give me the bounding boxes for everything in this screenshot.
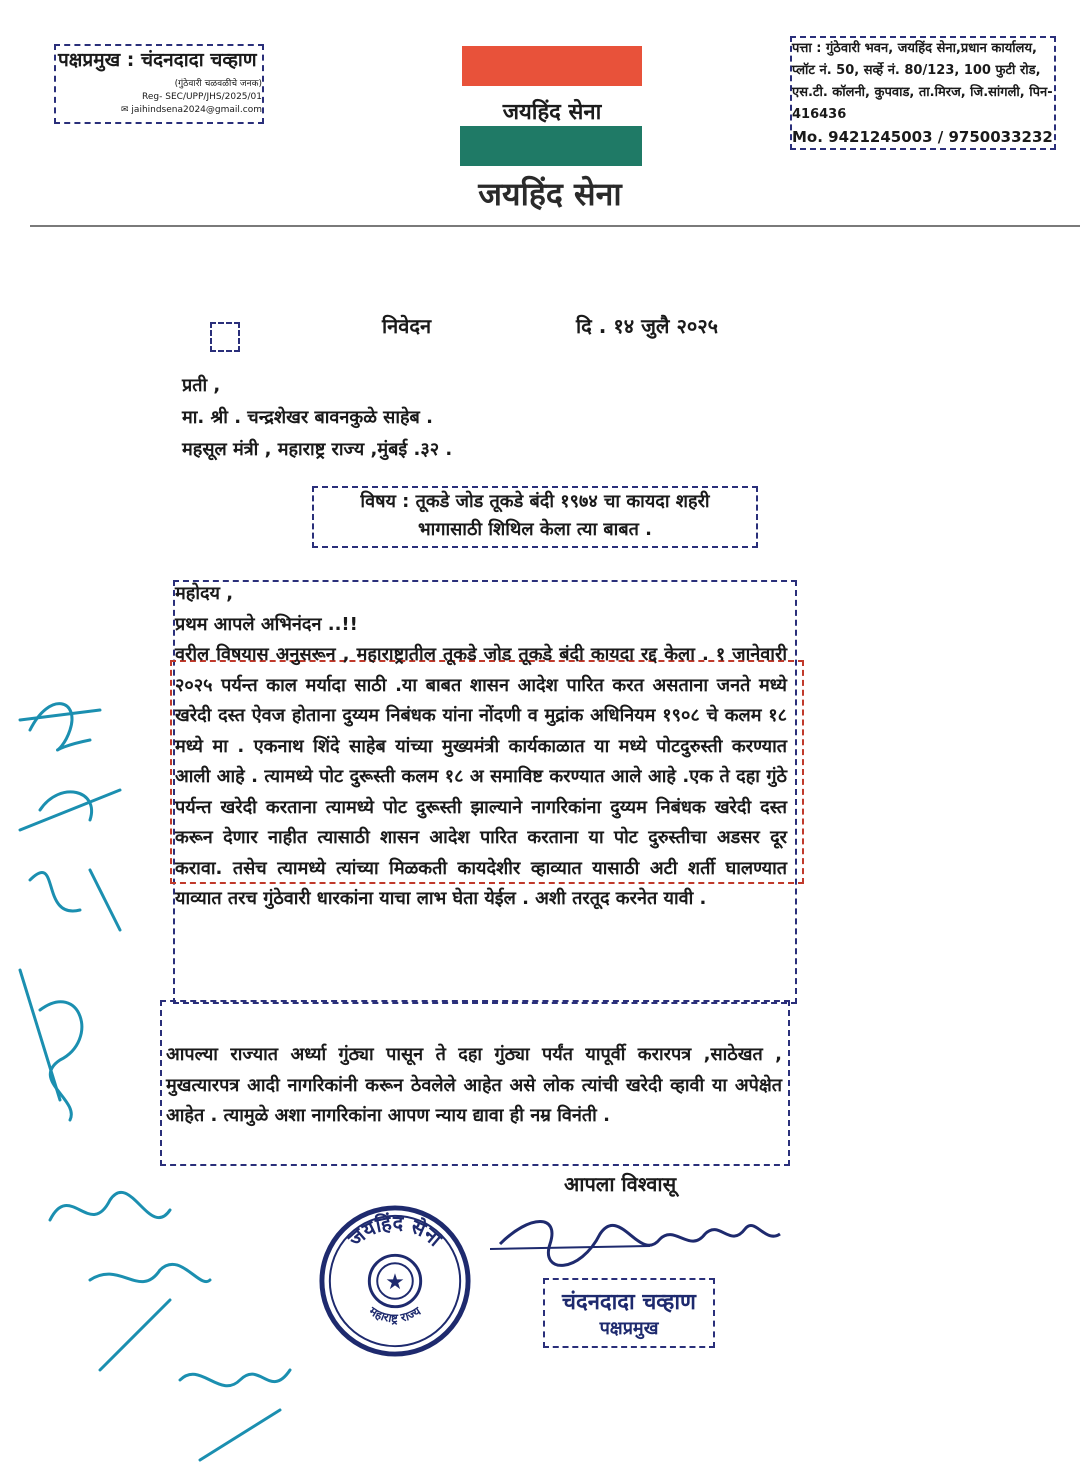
salutation: महोदय , bbox=[175, 583, 234, 604]
letter-title: निवेदन bbox=[382, 314, 432, 338]
header-left-box bbox=[54, 44, 264, 124]
signatory-box bbox=[543, 1278, 715, 1348]
seal-text-top: जयहिंद सेना bbox=[343, 1211, 447, 1252]
star-icon: ★ bbox=[385, 1269, 405, 1295]
mobile-numbers: Mo. 9421245003 / 9750033232 bbox=[792, 128, 1053, 146]
addressee bbox=[182, 370, 452, 466]
subject-line-2: भागासाठी शिथिल केला त्या बाबत . bbox=[418, 519, 652, 540]
logo-green-bar bbox=[460, 126, 642, 166]
header-divider bbox=[30, 225, 1080, 227]
logo-text-top: जयहिंद सेना bbox=[502, 100, 602, 125]
party-seal bbox=[316, 1202, 474, 1360]
letter-date: दि . १४ जुलै २०२५ bbox=[576, 314, 719, 338]
logo-red-bar bbox=[462, 46, 642, 86]
closing-phrase: आपला विश्वासू bbox=[564, 1172, 677, 1196]
greeting: प्रथम आपले अभिनंदन ..!! bbox=[175, 613, 358, 635]
handwritten-margin-notes bbox=[0, 680, 300, 1467]
seal-text-bottom: महाराष्ट्र राज्य bbox=[366, 1303, 424, 1326]
paragraph-2: आपल्या राज्यात अर्ध्या गुंठ्या पासून ते दहा गुंठ्या पर्यंत यापूर्वी करारपत्र ,साठेखत , मुखत्यारपत्र आदी नागरिकांनी करून ठेवलेले आहेत असे लोक त्यांची खरेदी व्हावी या अपेक्षेत आहेत . त्यामुळे अशा नागरिकांना आपण न्याय द्यावा ही नम्र विनंती . bbox=[166, 1044, 782, 1126]
addressee-line-2: मा. श्री . चन्द्रशेखर बावनकुळे साहेब . bbox=[182, 407, 433, 428]
subject-line-1: विषय : तूकडे जोड तूकडे बंदी १९७४ चा कायदा शहरी bbox=[360, 491, 710, 512]
addressee-line-1: प्रती , bbox=[182, 375, 221, 396]
email-address: ✉ jaihindsena2024@gmail.com bbox=[121, 105, 262, 115]
logo-text-bottom: जयहिंद सेना bbox=[478, 175, 622, 213]
header-right-box bbox=[790, 36, 1056, 150]
signatory-name: चंदनदादा चव्हाण bbox=[562, 1290, 696, 1315]
mail-icon: ✉ bbox=[121, 105, 129, 115]
addressee-line-3: महसूल मंत्री , महाराष्ट्र राज्य ,मुंबई .३२ . bbox=[182, 439, 453, 460]
tick-mark-box bbox=[210, 322, 240, 352]
signature bbox=[490, 1204, 790, 1284]
party-chief: पक्षप्रमुख : चंदनदादा चव्हाण bbox=[58, 49, 257, 71]
office-address: पत्ता : गुंठेवारी भवन, जयहिंद सेना,प्रधान कार्यालय, प्लॉट नं. 50, सर्व्हे नं. 80/123, 100 फुटी रोड, एस.टी. कॉलनी, कुपवाड, ता.मिरज, जि.सांगली, पिन- 416436 bbox=[792, 41, 1053, 122]
signatory-role: पक्षप्रमुख bbox=[599, 1318, 659, 1339]
party-tagline: (गुंठेवारी चळवळीचे जनक) bbox=[174, 79, 262, 89]
paragraph-1: वरील विषयास अनुसरून , महाराष्ट्रातील तूकडे जोड तूकडे बंदी कायदा रद्द केला . १ जानेवारी २०२५ पर्यन्त काल मर्यादा साठी .या बाबत शासन आदेश पारित करत असताना जनते मध्ये खरेदी दस्त ऐवज होताना दुय्यम निबंधक यांना नोंदणी व मुद्रांक अधिनियम १९०८ चे कलम १८ मध्ये मा . एकनाथ शिंदे साहेब यांच्या मुख्यमंत्री कार्यकाळात या मध्ये पोटदुरुस्ती करण्यात आली आहे . त्यामध्ये पोट दुरूस्ती कलम १८ अ समाविष्ट करण्यात आले आहे .एक ते दहा गुंठे पर्यन्त खरेदी करताना त्यामध्ये पोट दुरूस्ती झाल्याने नागरिकांना दुय्यम निबंधक खरेदी दस्त करून देणार नाहीत त्यासाठी शासन आदेश पारित करताना या पोट दुरुस्तीचा अडसर दूर करावा. तसेच त्यामध्ये त्यांच्या मिळकती कायदेशीर व्हाव्यात यासाठी अटी शर्ती घालण्यात याव्यात तरच गुंठेवारी धारकांना याचा लाभ घेता येईल . अशी तरतूद करनेत यावी . bbox=[175, 644, 787, 909]
subject-box bbox=[312, 486, 758, 548]
registration-number: Reg- SEC/UPP/JHS/2025/01 bbox=[142, 92, 262, 102]
